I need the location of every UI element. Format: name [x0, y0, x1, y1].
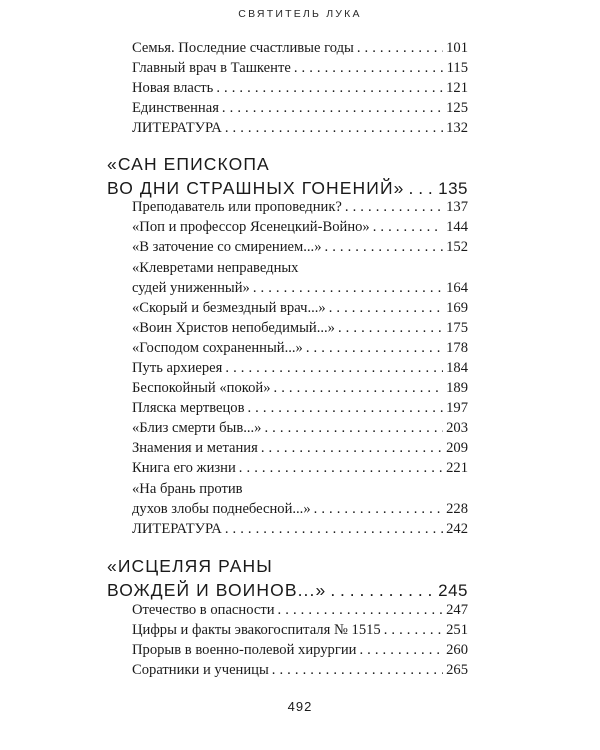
toc-entry: [132, 660, 468, 680]
toc-entry-page: 132: [446, 120, 468, 136]
toc-entry-title: Главный врач в Ташкенте: [132, 60, 291, 76]
toc-entry-page: 209: [446, 440, 468, 456]
section-page: 135: [438, 179, 468, 198]
toc-entry-page: 203: [446, 420, 468, 436]
toc-entry-title: Беспокойный «покой»: [132, 380, 271, 396]
toc-entry: [132, 197, 468, 217]
toc-entry-title: ЛИТЕРАТУРА: [132, 120, 222, 136]
toc-entry-page: 228: [446, 501, 468, 517]
dot-leader: [359, 640, 443, 660]
toc-entry-page: 247: [446, 602, 468, 618]
dot-leader: [225, 519, 443, 539]
toc-entry-page: 152: [446, 239, 468, 255]
toc-entry-page: 260: [446, 642, 468, 658]
toc-entry-title: ЛИТЕРАТУРА: [132, 521, 222, 537]
toc-entry-title: Отечество в опасности: [132, 602, 275, 618]
toc-entry-title: Путь архиерея: [132, 360, 223, 376]
toc-entry-first-line: [132, 479, 468, 499]
dot-leader: [329, 298, 443, 318]
toc-entry: [132, 217, 468, 237]
dot-leader: [261, 438, 443, 458]
dot-leader: [225, 358, 443, 378]
toc-entry-title: Пляска мертвецов: [132, 400, 245, 416]
toc-entry-page: 221: [446, 460, 468, 476]
toc-entry-page: 197: [446, 400, 468, 416]
toc-entry-title: Единственная: [132, 100, 219, 116]
dot-leader: [384, 620, 443, 640]
dot-leader: [373, 217, 443, 237]
dot-leader: [274, 378, 444, 398]
toc-entry: [132, 499, 468, 519]
toc-entry-title: Соратники и ученицы: [132, 662, 269, 678]
dot-leader: [345, 197, 443, 217]
dot-leader: [216, 78, 443, 98]
toc-entry-page: 175: [446, 320, 468, 336]
toc-entry: [132, 98, 468, 118]
dot-leader: [225, 118, 443, 138]
dot-leader: [314, 499, 443, 519]
section-heading-line: [107, 151, 468, 177]
toc-entry-title: судей униженный»: [132, 280, 250, 296]
toc-entry: [132, 398, 468, 418]
toc-entry-page: 265: [446, 662, 468, 678]
toc-entry: [132, 318, 468, 338]
toc-entry: [132, 58, 468, 78]
toc-entry: [132, 298, 468, 318]
dot-leader: [325, 237, 444, 257]
toc-entry: [132, 358, 468, 378]
toc-entry-title: «Поп и профессор Ясенецкий-Войно»: [132, 219, 370, 235]
toc-entry-title: Новая власть: [132, 80, 214, 96]
toc-entry: [132, 438, 468, 458]
section-heading-line: [107, 553, 468, 579]
toc-entry-title: «Скорый и безмездный врач...»: [132, 300, 326, 316]
dot-leader: [253, 278, 443, 298]
toc-entry-page: 137: [446, 199, 468, 215]
toc-entry-page: 101: [446, 40, 468, 56]
toc-entry-page: 189: [446, 380, 468, 396]
toc-entry-page: 125: [446, 100, 468, 116]
toc-entry-title: «Близ смерти быв...»: [132, 420, 262, 436]
toc-entry: [132, 418, 468, 438]
toc-entry-title: духов злобы поднебесной...»: [132, 501, 311, 517]
dot-leader: [264, 418, 443, 438]
toc-entry: [132, 118, 468, 138]
section-page: 245: [438, 581, 468, 600]
toc-entry-title: Преподаватель или проповедник?: [132, 199, 342, 215]
toc-entry: [132, 620, 468, 640]
toc-entry-page: 121: [446, 80, 468, 96]
toc-entry: [132, 378, 468, 398]
dot-leader: [294, 58, 444, 78]
toc-entry: [132, 640, 468, 660]
toc-entry-page: 115: [446, 60, 468, 76]
toc-entry-title: «На брань против: [132, 481, 243, 497]
toc-entry-title: «Господом сохраненный...»: [132, 340, 303, 356]
running-head: СВЯТИТЕЛЬ ЛУКА: [238, 8, 362, 20]
toc-entry: [132, 338, 468, 358]
toc-entry-page: 251: [446, 622, 468, 638]
toc-entry-page: 169: [446, 300, 468, 316]
toc-entry-title: Прорыв в военно-полевой хирургии: [132, 642, 357, 658]
toc-entry-page: 178: [446, 340, 468, 356]
section-heading-text: ВОЖДЕЙ И ВОИНОВ...»: [107, 580, 327, 600]
toc-entry-title: Цифры и факты эвакогоспиталя № 1515: [132, 622, 381, 638]
toc-entry: [132, 237, 468, 257]
toc-entry-title: «В заточение со смирением...»: [132, 239, 322, 255]
toc-entry: [132, 458, 468, 478]
dot-leader: [338, 318, 443, 338]
toc-entry-page: 184: [446, 360, 468, 376]
toc-entry: [132, 519, 468, 539]
dot-leader: [239, 458, 443, 478]
toc-entry: [132, 278, 468, 298]
toc-entry-first-line: [132, 258, 468, 278]
toc-entry-page: 144: [446, 219, 468, 235]
toc-entry: [132, 600, 468, 620]
dot-leader: [247, 398, 443, 418]
toc-entry-page: 242: [446, 521, 468, 537]
dot-leader: [357, 38, 443, 58]
page-number: 492: [287, 699, 313, 714]
section-heading-text: ВО ДНИ СТРАШНЫХ ГОНЕНИЙ»: [107, 178, 405, 198]
dot-leader: [306, 338, 443, 358]
toc-entry-title: «Клевретами неправедных: [132, 260, 299, 276]
toc-entry-title: Семья. Последние счастливые годы: [132, 40, 354, 56]
toc-entry-title: Книга его жизни: [132, 460, 236, 476]
section-heading-text: «ИСЦЕЛЯЯ РАНЫ: [107, 556, 273, 576]
dot-leader: [278, 600, 444, 620]
toc-entry: [132, 38, 468, 58]
section-heading-text: «САН ЕПИСКОПА: [107, 154, 270, 174]
dot-leader: [272, 660, 443, 680]
toc-entry: [132, 78, 468, 98]
toc-entry-page: 164: [446, 280, 468, 296]
toc-entry-title: «Воин Христов непобедимый...»: [132, 320, 335, 336]
dot-leader: [222, 98, 443, 118]
toc-entry-title: Знамения и метания: [132, 440, 258, 456]
